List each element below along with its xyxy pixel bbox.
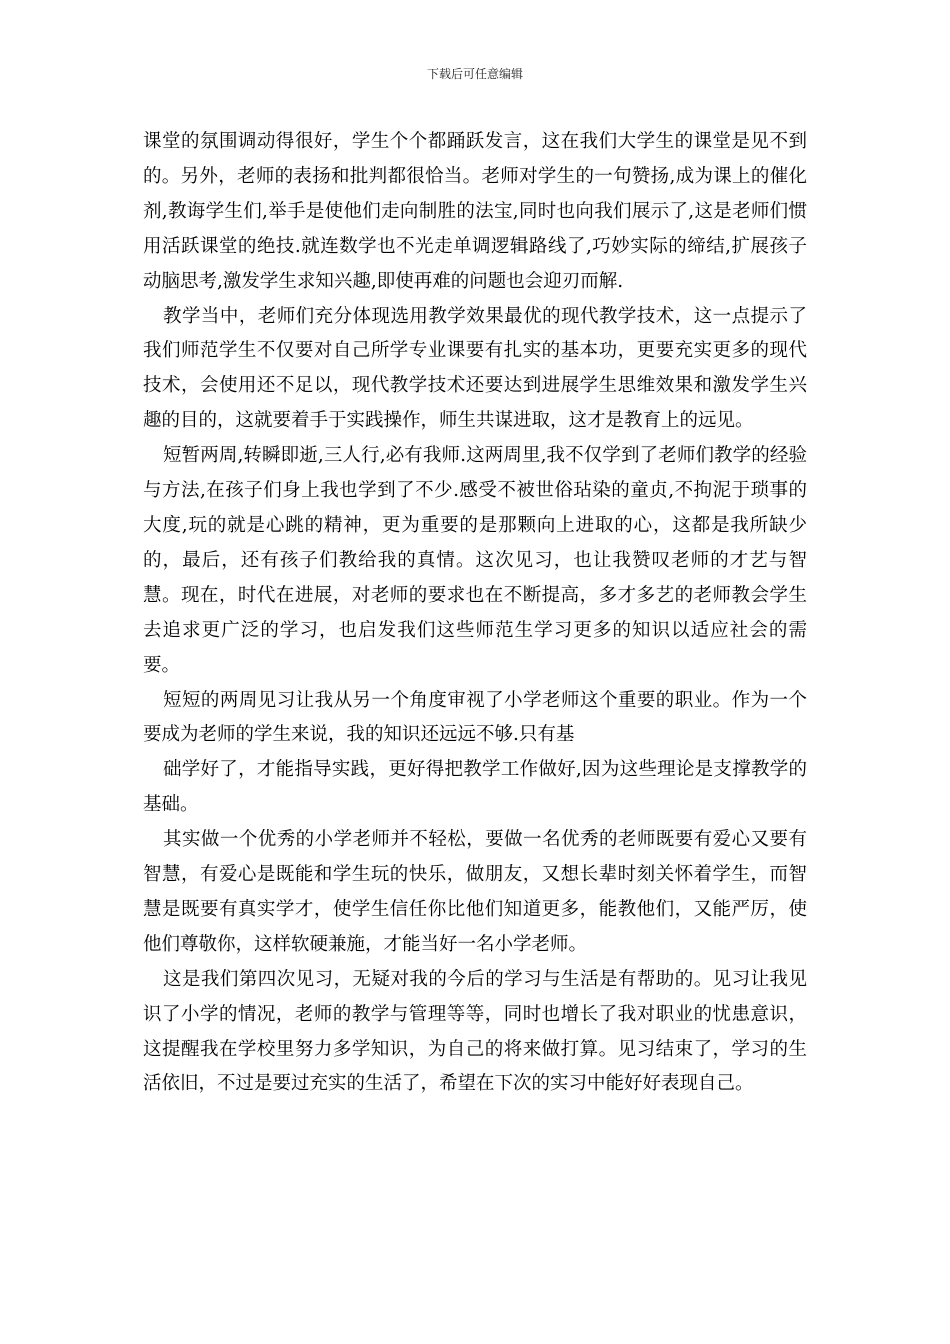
paragraph-6: 其实做一个优秀的小学老师并不轻松，要做一名优秀的老师既要有爱心又要有智慧，有爱心是既能和学生玩的快乐，做朋友，又想长辈时刻关怀着学生，而智慧是既要有真实学才，使学生信任你比他们知道更多，能教他们，又能严厉，使他们尊敬你，这样软硬兼施，才能当好一名小学老师。 <box>143 829 807 955</box>
paragraph-4: 短短的两周见习让我从另一个角度审视了小学老师这个重要的职业。作为一个要成为老师的学生来说，我的知识还远远不够.只有基 <box>143 689 807 746</box>
paragraph-1: 课堂的氛围调动得很好，学生个个都踊跃发言，这在我们大学生的课堂是见不到的。另外，老师的表扬和批判都很恰当。老师对学生的一句赞扬,成为课上的催化剂,教诲学生们,举手是使他们走向制胜的法宝,同时也向我们展示了,这是老师们惯用活跃课堂的绝技.就连数学也不光走单调逻辑路线了,巧妙实际的缔结,扩展孩子动脑思考,激发学生求知兴趣,即使再难的问题也会迎刃而解. <box>143 131 807 292</box>
paragraph-7: 这是我们第四次见习，无疑对我的今后的学习与生活是有帮助的。见习让我见识了小学的情况，老师的教学与管理等等，同时也增长了我对职业的忧患意识，这提醒我在学校里努力多学知识，为自己的将来做打算。见习结束了，学习的生活依旧，不过是要过充实的生活了，希望在下次的实习中能好好表现自己。 <box>143 968 807 1095</box>
paragraph-5: 础学好了，才能指导实践，更好得把教学工作做好,因为这些理论是支撑教学的基础。 <box>143 759 807 816</box>
paragraph-2: 教学当中，老师们充分体现选用教学效果最优的现代教学技术，这一点提示了我们师范学生不仅要对自己所学专业课要有扎实的基本功，更要充实更多的现代技术，会使用还不足以，现代教学技术还要达到进展学生思维效果和激发学生兴趣的目的，这就要着手于实践操作，师生共谋进取，这才是教育上的远见。 <box>143 305 807 432</box>
paragraph-3: 短暂两周,转瞬即逝,三人行,必有我师.这两周里,我不仅学到了老师们教学的经验与方法,在孩子们身上我也学到了不少.感受不被世俗玷染的童贞,不拘泥于琐事的大度,玩的就是心跳的精神，更为重要的是那颗向上进取的心，这都是我所缺少的，最后，还有孩子们教给我的真情。这次见习，也让我赞叹老师的才艺与智慧。现在，时代在进展，对老师的要求也在不断提高，多才多艺的老师教会学生去追求更广泛的学习，也启发我们这些师范生学习更多的知识以适应社会的需要。 <box>143 445 807 676</box>
page-header: 下载后可任意编辑 <box>426 67 523 81</box>
document-body <box>143 125 807 1102</box>
